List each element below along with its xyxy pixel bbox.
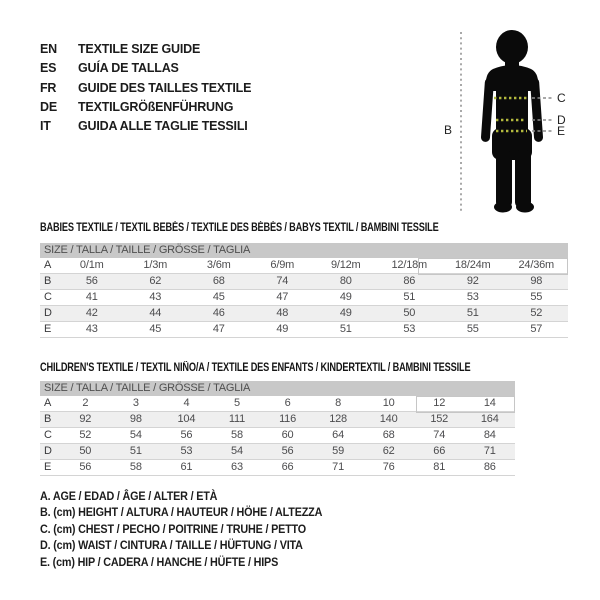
table-cell: 47 (276, 291, 289, 303)
table-cell: 63 (231, 461, 243, 473)
table-cell: 71 (483, 445, 496, 457)
table-cell: 41 (85, 291, 98, 303)
table-row (40, 306, 568, 322)
table-cell: 62 (149, 275, 162, 287)
table-cell: 1/3m (143, 259, 168, 271)
row-letter: B (44, 413, 52, 425)
table-cell: 74 (276, 275, 289, 287)
table-cell: 24/36m (518, 259, 554, 271)
table-cell: 74 (433, 429, 446, 441)
language-row (40, 59, 251, 78)
language-row (40, 117, 251, 136)
table-cell: 3 (132, 397, 139, 409)
table-cell: 54 (129, 429, 142, 441)
table-cell: 56 (180, 429, 193, 441)
legend-line: E. (cm) HIP / CADERA / HANCHE / HÜFTE / HIPS (40, 554, 279, 569)
table-cell: 152 (430, 413, 449, 425)
table-cell: 55 (530, 291, 543, 303)
language-code: EN (40, 42, 57, 56)
row-letter: C (44, 291, 52, 303)
table-cell: 116 (279, 413, 296, 425)
table-cell: 5 (234, 397, 240, 409)
row-letter: D (44, 307, 52, 319)
table-cell: 53 (180, 445, 193, 457)
child-silhouette (481, 30, 544, 213)
table-cell: 62 (382, 445, 395, 457)
table-cell: 4 (183, 397, 190, 409)
language-label: TEXTILE SIZE GUIDE (78, 42, 201, 56)
table-cell: 14 (483, 397, 496, 409)
legend-line: B. (cm) HEIGHT / ALTURA / HAUTEUR / HÖHE / ALTEZZA (40, 505, 323, 520)
table-cell: 56 (85, 275, 98, 287)
table-cell: 49 (339, 307, 352, 319)
babies-size-table (40, 243, 568, 338)
table-cell: 164 (480, 413, 499, 425)
table-cell: 60 (281, 429, 294, 441)
hip-letter-label: E (557, 124, 565, 138)
selection-artifact-box (418, 258, 568, 275)
table-cell: 42 (85, 307, 98, 319)
table-cell: 12 (433, 397, 446, 409)
language-row (40, 79, 251, 98)
table-cell: 140 (379, 413, 398, 425)
table-cell: 71 (332, 461, 345, 473)
babies-section-heading: BABIES TEXTILE / TEXTIL BEBÉS / TEXTILE DES BÉBÉS / BABYS TEXTIL / BAMBINI TESSILE (40, 222, 439, 234)
table-cell: 86 (403, 275, 416, 287)
table-cell: 57 (530, 323, 543, 335)
table-cell: 128 (329, 413, 347, 425)
table-cell: 51 (403, 291, 416, 303)
row-letter: B (44, 275, 52, 287)
table-cell: 51 (466, 307, 479, 319)
table-cell: 6/9m (270, 259, 295, 271)
language-label: GUIDE DES TAILLES TEXTILE (78, 80, 252, 95)
language-code: DE (40, 99, 57, 114)
table-cell: 12/18m (391, 259, 427, 271)
table-cell: 68 (212, 275, 225, 287)
language-label: GUIDA ALLE TAGLIE TESSILI (78, 119, 248, 134)
table-cell: 92 (466, 275, 479, 287)
table-cell: 52 (79, 429, 92, 441)
table-cell: 111 (228, 413, 246, 425)
table-cell: 92 (79, 413, 92, 425)
table-row (40, 290, 568, 306)
table-cell: 8 (335, 397, 342, 409)
children-size-table (40, 381, 515, 476)
table-cell: 0/1m (79, 259, 104, 271)
legend-line: D. (cm) WAIST / CINTURA / TAILLE / HÜFTUNG / VITA (40, 538, 303, 553)
table-cell: 56 (79, 461, 92, 473)
table-cell: 59 (332, 445, 345, 457)
table-cell: 61 (180, 461, 193, 473)
table-cell: 18/24m (455, 259, 491, 271)
table-cell: 54 (231, 445, 243, 457)
table-cell: 50 (403, 307, 416, 319)
table-cell: 66 (433, 445, 446, 457)
table-cell: 98 (129, 413, 142, 425)
table-cell: 47 (212, 323, 225, 335)
legend-line: C. (cm) CHEST / PECHO / POITRINE / TRUHE / PETTO (40, 521, 306, 536)
measurement-legend (40, 488, 354, 570)
table-cell: 53 (403, 323, 416, 335)
language-row (40, 98, 251, 117)
table-cell: 49 (276, 323, 289, 335)
table-cell: 56 (281, 445, 294, 457)
row-letter: C (44, 429, 52, 441)
table-cell: 43 (85, 323, 98, 335)
table-row (40, 428, 515, 444)
table-cell: 43 (149, 291, 162, 303)
table-row (40, 322, 568, 338)
table-cell: 10 (382, 397, 395, 409)
language-label: GUÍA DE TALLAS (78, 61, 179, 76)
table-cell: 80 (339, 275, 352, 287)
table-cell: 45 (212, 291, 225, 303)
table-cell: 86 (483, 461, 496, 473)
row-letter: E (44, 461, 52, 473)
row-letter: A (44, 397, 52, 409)
table-cell: 104 (177, 413, 196, 425)
table-cell: 98 (530, 275, 543, 287)
table-cell: 55 (466, 323, 479, 335)
table-cell: 6 (284, 397, 291, 409)
table-cell: 53 (466, 291, 479, 303)
row-letter: D (44, 445, 52, 457)
table-row (40, 412, 515, 428)
table-row (40, 274, 568, 290)
table-cell: 44 (149, 307, 162, 319)
chest-letter-label: C (557, 91, 566, 105)
language-code: FR (40, 80, 57, 95)
children-section-heading: CHILDREN'S TEXTILE / TEXTIL NIÑO/A / TEXTILE DES ENFANTS / KINDERTEXTIL / BAMBINI TESSILE (40, 362, 471, 374)
table-cell: 3/6m (206, 259, 231, 271)
table-cell: 50 (79, 445, 92, 457)
table-cell: 64 (332, 429, 345, 441)
table-cell: 58 (129, 461, 142, 473)
height-letter-label: B (444, 123, 452, 137)
table-row (40, 444, 515, 460)
waist-letter-label: D (557, 113, 566, 127)
language-row (40, 40, 251, 59)
language-list (40, 40, 251, 136)
selection-artifact-box (416, 396, 515, 413)
child-silhouette-figure (430, 10, 600, 220)
table-cell: 68 (382, 429, 395, 441)
table-cell: 45 (149, 323, 162, 335)
row-letter: E (44, 323, 52, 335)
table-cell: 2 (82, 397, 89, 409)
table-cell: 66 (281, 461, 294, 473)
table-cell: 49 (339, 291, 352, 303)
legend-line: A. AGE / EDAD / ÂGE / ALTER / ETÀ (40, 489, 218, 503)
table-cell: 84 (483, 429, 496, 441)
table-cell: 48 (276, 307, 289, 319)
language-code: ES (40, 61, 57, 76)
table-cell: 81 (433, 461, 446, 473)
table-row (40, 460, 515, 476)
language-label: TEXTILGRÖßENFÜHRUNG (78, 99, 234, 114)
table-cell: 46 (212, 307, 225, 319)
table-cell: 9/12m (330, 259, 361, 271)
table-cell: 51 (339, 323, 352, 335)
language-code: IT (40, 119, 51, 134)
table-cell: 76 (382, 461, 395, 473)
babies-size-header-bar: SIZE / TALLA / TAILLE / GRÖSSE / TAGLIA (40, 243, 568, 258)
table-cell: 58 (231, 429, 243, 441)
children-size-header-bar: SIZE / TALLA / TAILLE / GRÖSSE / TAGLIA (40, 381, 515, 396)
table-cell: 51 (129, 445, 142, 457)
table-cell: 52 (530, 307, 543, 319)
row-letter: A (44, 259, 52, 271)
